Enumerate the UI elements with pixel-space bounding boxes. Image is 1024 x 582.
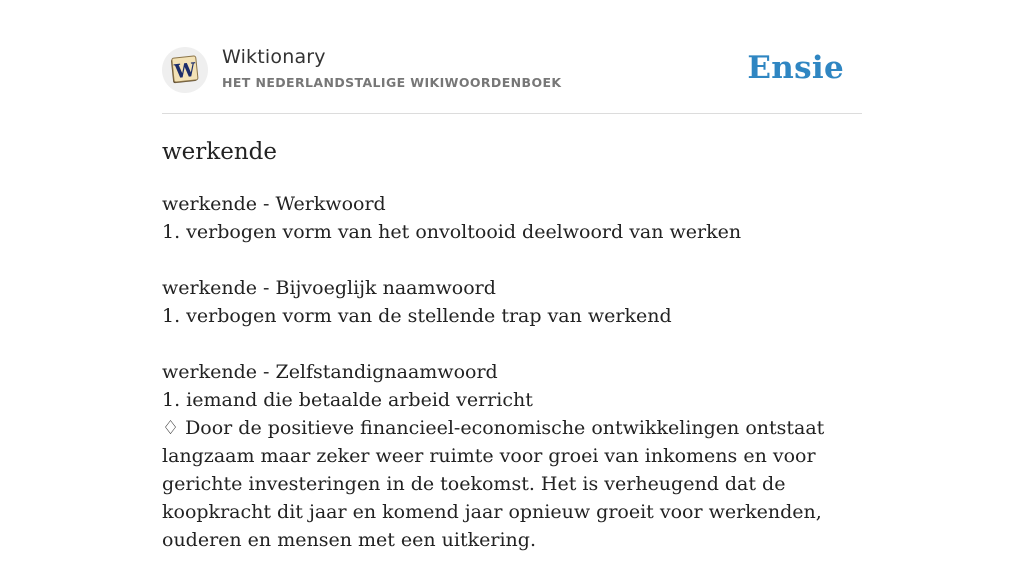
entry-definition: 1. iemand die betaalde arbeid verricht: [162, 389, 533, 411]
definition-content: [162, 190, 862, 582]
entry-example: ♢ Door de positieve financieel-economische ontwikkelingen ontstaat langzaam maar zeker weer ruimte voor groei van inkomens en voor gerichte investeringen in de toekomst. Het is verheugend dat de koopkracht dit jaar en komend jaar opnieuw groeit voor werkenden, ouderen en mensen met een uitkering.: [162, 417, 825, 551]
page-title: werkende: [162, 139, 277, 165]
page-container: [162, 0, 862, 551]
entry-heading: werkende - Bijvoeglijk naamwoord: [162, 277, 496, 299]
entry-zelfstandignaamwoord: [162, 358, 862, 554]
entry-heading: werkende - Werkwoord: [162, 193, 386, 215]
wiktionary-logo[interactable]: [162, 47, 208, 93]
wiktionary-logo-icon: [169, 54, 201, 86]
entry-bijvoeglijk-naamwoord: [162, 274, 862, 330]
logo-letter: W: [173, 58, 197, 84]
entry-definition: 1. verbogen vorm van het onvoltooid deelwoord van werken: [162, 221, 742, 243]
site-name[interactable]: Wiktionary: [222, 46, 326, 68]
site-tagline: HET NEDERLANDSTALIGE WIKIWOORDENBOEK: [222, 75, 562, 90]
entry-definition: 1. verbogen vorm van de stellende trap van werkend: [162, 305, 672, 327]
entry-heading: werkende - Zelfstandignaamwoord: [162, 361, 498, 383]
ensie-brand-link[interactable]: Ensie: [747, 50, 844, 86]
site-header: [162, 0, 862, 114]
entry-werkwoord: [162, 190, 862, 246]
